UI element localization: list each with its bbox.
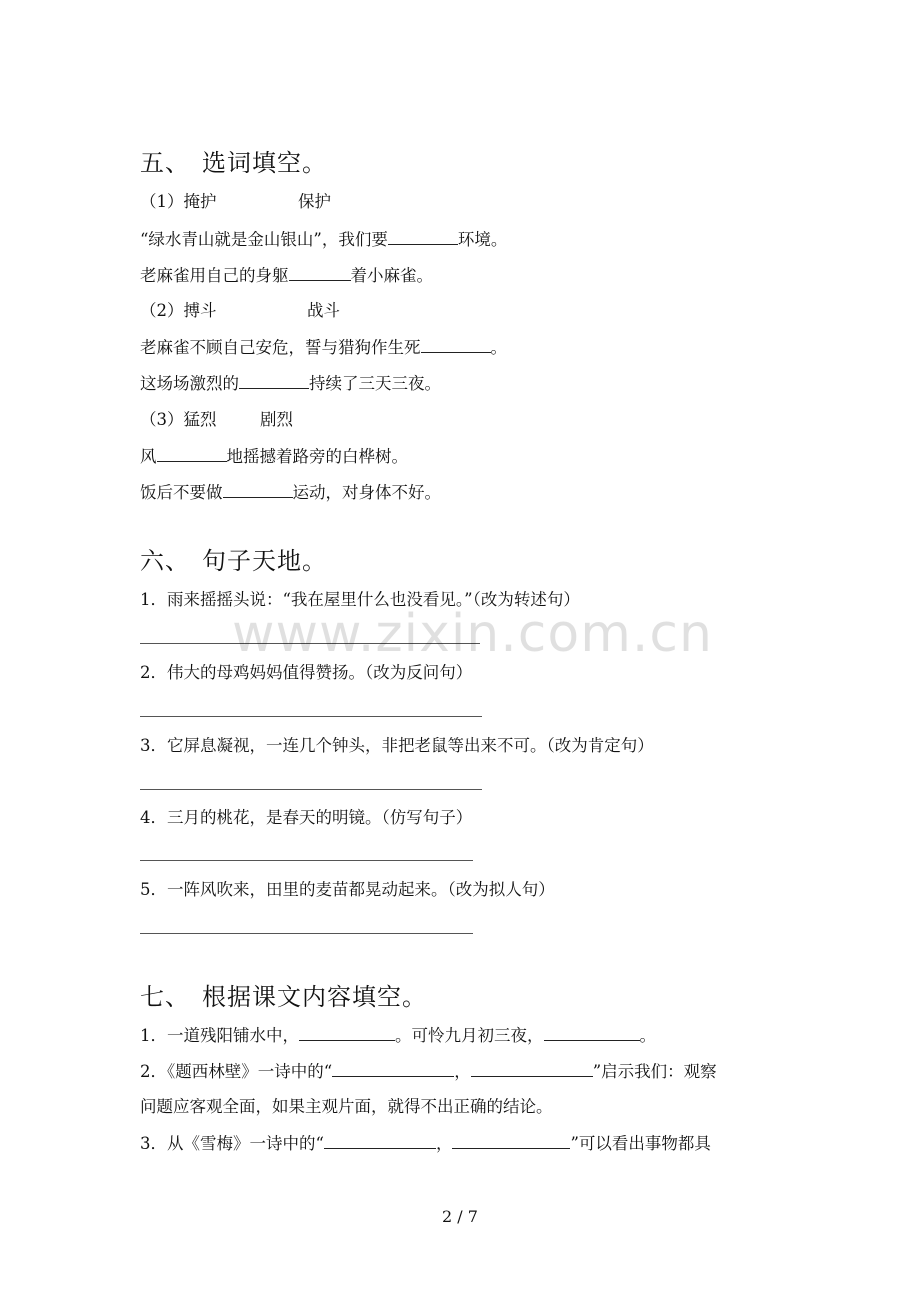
answer-line[interactable] <box>140 716 482 717</box>
group-3-sentence-2 <box>140 481 441 504</box>
fill-blank[interactable] <box>289 264 351 281</box>
watermark: www.zixin.com.cn <box>232 604 713 664</box>
group-2-word-2: 战斗 <box>307 301 340 320</box>
sentence-text: 持续了三天三夜。 <box>309 374 441 393</box>
section-5-heading <box>140 143 327 178</box>
section-6-number: 六、 <box>140 547 190 575</box>
question-text: 。 <box>639 1026 656 1045</box>
fill-blank[interactable] <box>157 445 227 462</box>
section-7-title: 根据课文内容填空。 <box>202 983 427 1011</box>
section-7-heading <box>140 977 427 1012</box>
fill-blank[interactable] <box>324 1132 436 1149</box>
question-6-5: 5．一阵风吹来，田里的麦苗都晃动起来。（改为拟人句） <box>140 880 555 899</box>
sentence-text: 这场场激烈的 <box>140 374 239 393</box>
fill-blank[interactable] <box>471 1060 593 1077</box>
fill-blank[interactable] <box>421 336 491 353</box>
sentence-text: 饭后不要做 <box>140 483 223 502</box>
question-6-2: 2．伟大的母鸡妈妈值得赞扬。（改为反问句） <box>140 663 473 682</box>
question-7-3 <box>140 1132 711 1155</box>
question-text: ”可以看出事物都具 <box>570 1134 711 1153</box>
fill-blank[interactable] <box>544 1024 640 1041</box>
section-7-number: 七、 <box>140 983 190 1011</box>
sentence-text: 地摇撼着路旁的白桦树。 <box>226 447 408 466</box>
answer-line[interactable] <box>140 789 482 790</box>
group-3-word-2: 剧烈 <box>260 410 293 429</box>
fill-blank[interactable] <box>332 1060 454 1077</box>
question-6-4: 4．三月的桃花，是春天的明镜。（仿写句子） <box>140 808 473 827</box>
section-5-number: 五、 <box>140 149 190 177</box>
sentence-text: 环境。 <box>457 230 508 249</box>
question-7-1 <box>140 1024 656 1047</box>
question-text: 3．从《雪梅》一诗中的“ <box>140 1134 324 1153</box>
group-2-sentence-1 <box>140 336 507 359</box>
sentence-text: 老麻雀不顾自己安危，誓与猎狗作生死 <box>140 338 421 357</box>
answer-line[interactable] <box>140 933 473 934</box>
fill-blank[interactable] <box>299 1024 395 1041</box>
group-1-label: （1）掩护 <box>140 192 217 211</box>
section-5-title: 选词填空。 <box>202 149 327 177</box>
question-7-2 <box>140 1060 717 1083</box>
question-text: ， <box>454 1062 471 1081</box>
section-6-heading <box>140 541 327 576</box>
answer-line[interactable] <box>140 860 473 861</box>
group-3-sentence-1 <box>140 445 408 468</box>
sentence-text: 老麻雀用自己的身躯 <box>140 266 289 285</box>
page-number: 2 / 7 <box>442 1207 478 1226</box>
sentence-text: 。 <box>490 338 507 357</box>
question-text: 1．一道残阳铺水中， <box>140 1026 299 1045</box>
sentence-text: “绿水青山就是金山银山”，我们要 <box>140 230 388 249</box>
fill-blank[interactable] <box>388 228 458 245</box>
group-1-sentence-2 <box>140 264 433 287</box>
fill-blank[interactable] <box>223 481 293 498</box>
group-2-label: （2）搏斗 <box>140 301 217 320</box>
group-1-sentence-1 <box>140 228 507 251</box>
section-6-title: 句子天地。 <box>202 547 327 575</box>
fill-blank[interactable] <box>452 1132 570 1149</box>
group-2-sentence-2 <box>140 372 441 395</box>
fill-blank[interactable] <box>239 372 309 389</box>
sentence-text: 风 <box>140 447 157 466</box>
sentence-text: 着小麻雀。 <box>350 266 433 285</box>
question-7-2-continued: 问题应客观全面，如果主观片面，就得不出正确的结论。 <box>140 1097 553 1116</box>
question-6-3: 3．它屏息凝视，一连几个钟头，非把老鼠等出来不可。（改为肯定句） <box>140 736 654 755</box>
question-text: 2．《题西林壁》一诗中的“ <box>140 1062 333 1081</box>
question-text: 。可怜九月初三夜， <box>395 1026 544 1045</box>
question-6-1: 1．雨来摇摇头说：“我在屋里什么也没看见。”（改为转述句） <box>140 590 580 609</box>
sentence-text: 运动，对身体不好。 <box>292 483 441 502</box>
group-1-word-2: 保护 <box>298 192 331 211</box>
group-3-label: （3）猛烈 <box>140 410 217 429</box>
question-text: ”启示我们：观察 <box>592 1062 717 1081</box>
question-text: ， <box>435 1134 453 1153</box>
